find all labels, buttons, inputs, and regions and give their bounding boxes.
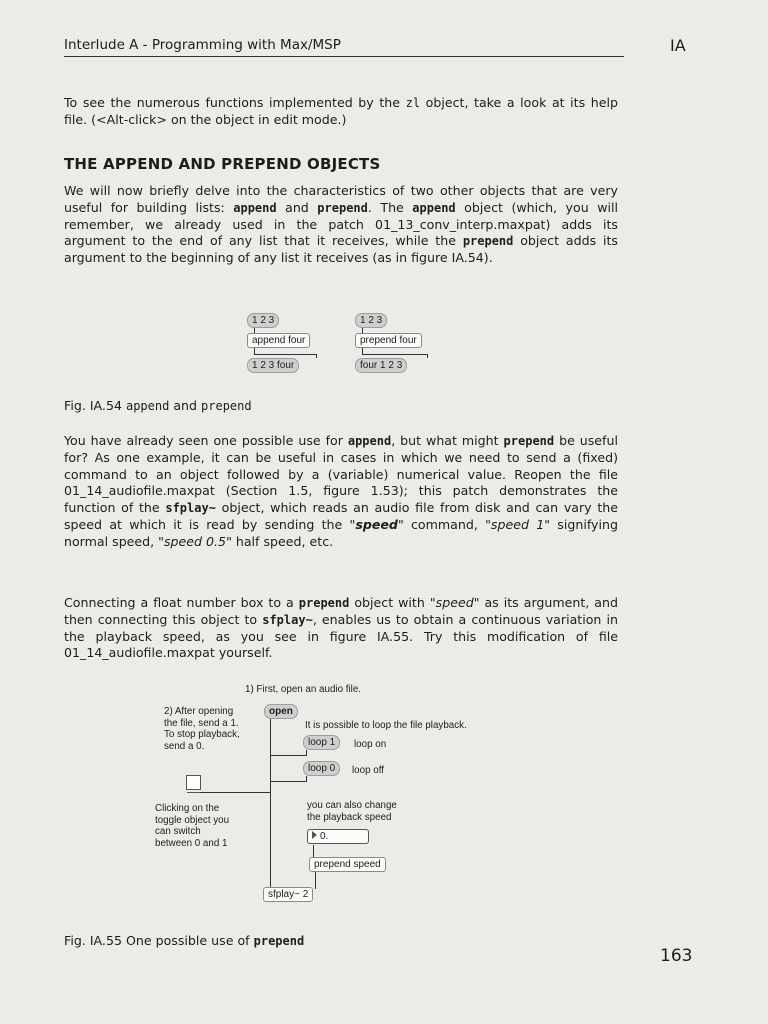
note-after-opening: 2) After opening the file, send a 1. To stop playback, send a 0. bbox=[164, 706, 240, 752]
label-loop-off: loop off bbox=[352, 765, 384, 776]
message-box-left[interactable]: 1 2 3 bbox=[247, 313, 279, 328]
section-heading: THE APPEND AND PREPEND OBJECTS bbox=[64, 155, 381, 173]
paragraph-float-number-box: Connecting a float number box to a prepend object with "speed" as its argument, and then connecting this object to sfplay~, enables us to obtain a continuous variation in the playback speed, as you see in figure IA.55. Try this modification of file 01_14_audiofile.maxpat yourself. bbox=[64, 595, 618, 661]
running-header-section: IA bbox=[670, 36, 686, 55]
paragraph-append-prepend: We will now briefly delve into the characteristics of two other objects that are very useful for building lists: append and prepend. The append object (which, you will remember, we already used in the patch 01_13_conv_interp.maxpat) adds its argument to the end of any list that it receives, while the prepend object adds its argument to the beginning of any list it receives (as in figure IA.54). bbox=[64, 183, 618, 266]
loop-0-message[interactable]: loop 0 bbox=[303, 761, 340, 776]
append-object[interactable]: append four bbox=[247, 333, 310, 348]
patch-cord bbox=[316, 354, 317, 358]
figure-caption-ia55: Fig. IA.55 One possible use of prepend bbox=[64, 933, 305, 948]
output-message-left[interactable]: 1 2 3 four bbox=[247, 358, 299, 373]
note-toggle: Clicking on the toggle object you can switch between 0 and 1 bbox=[155, 803, 230, 849]
patch-cord bbox=[306, 776, 307, 782]
output-message-right[interactable]: four 1 2 3 bbox=[355, 358, 407, 373]
patch-cord bbox=[315, 872, 316, 889]
float-number-box[interactable]: 0. bbox=[307, 829, 369, 844]
message-box-right[interactable]: 1 2 3 bbox=[355, 313, 387, 328]
page-number: 163 bbox=[660, 946, 693, 966]
patch-cord bbox=[306, 750, 307, 756]
open-message[interactable]: open bbox=[264, 704, 298, 719]
note-open-file: 1) First, open an audio file. bbox=[245, 684, 361, 695]
number-box-arrow-icon bbox=[312, 831, 317, 839]
label-loop-on: loop on bbox=[354, 739, 387, 750]
figure-caption-ia54: Fig. IA.54 append and prepend bbox=[64, 398, 252, 413]
patch-cord bbox=[362, 354, 427, 355]
running-header-title: Interlude A - Programming with Max/MSP bbox=[64, 37, 341, 53]
patch-cord bbox=[254, 354, 316, 355]
loop-1-message[interactable]: loop 1 bbox=[303, 735, 340, 750]
patch-cord bbox=[313, 845, 314, 857]
sfplay-object[interactable]: sfplay~ 2 bbox=[263, 887, 313, 902]
paragraph-zl-help: To see the numerous functions implemented by the zl object, take a look at its help file. (<Alt-click> on the object in edit mode.) bbox=[64, 95, 618, 127]
patch-cord bbox=[200, 792, 270, 793]
note-loop: It is possible to loop the file playback. bbox=[305, 720, 467, 731]
toggle-checkbox[interactable] bbox=[186, 775, 201, 790]
prepend-speed-object[interactable]: prepend speed bbox=[309, 857, 386, 872]
patch-cord bbox=[270, 781, 307, 782]
prepend-object[interactable]: prepend four bbox=[355, 333, 422, 348]
patch-cord bbox=[270, 755, 307, 756]
patch-cord bbox=[270, 719, 271, 889]
patch-cord bbox=[427, 354, 428, 358]
paragraph-prepend-use: You have already seen one possible use for append, but what might prepend be useful for? As one example, it can be useful in cases in which we need to send a (fixed) command to an object followed by a (variable) numerical value. Reopen the file 01_14_audiofile.maxpat (Section 1.5, figure 1.53); this patch demonstrates the function of the sfplay~ object, which reads an audio file from disk and can vary the speed at which it is read by sending the "speed" command, "speed 1" signifying normal speed, "speed 0.5" half speed, etc. bbox=[64, 433, 618, 549]
note-playback-speed: you can also change the playback speed bbox=[307, 800, 397, 823]
header-rule bbox=[64, 56, 624, 57]
